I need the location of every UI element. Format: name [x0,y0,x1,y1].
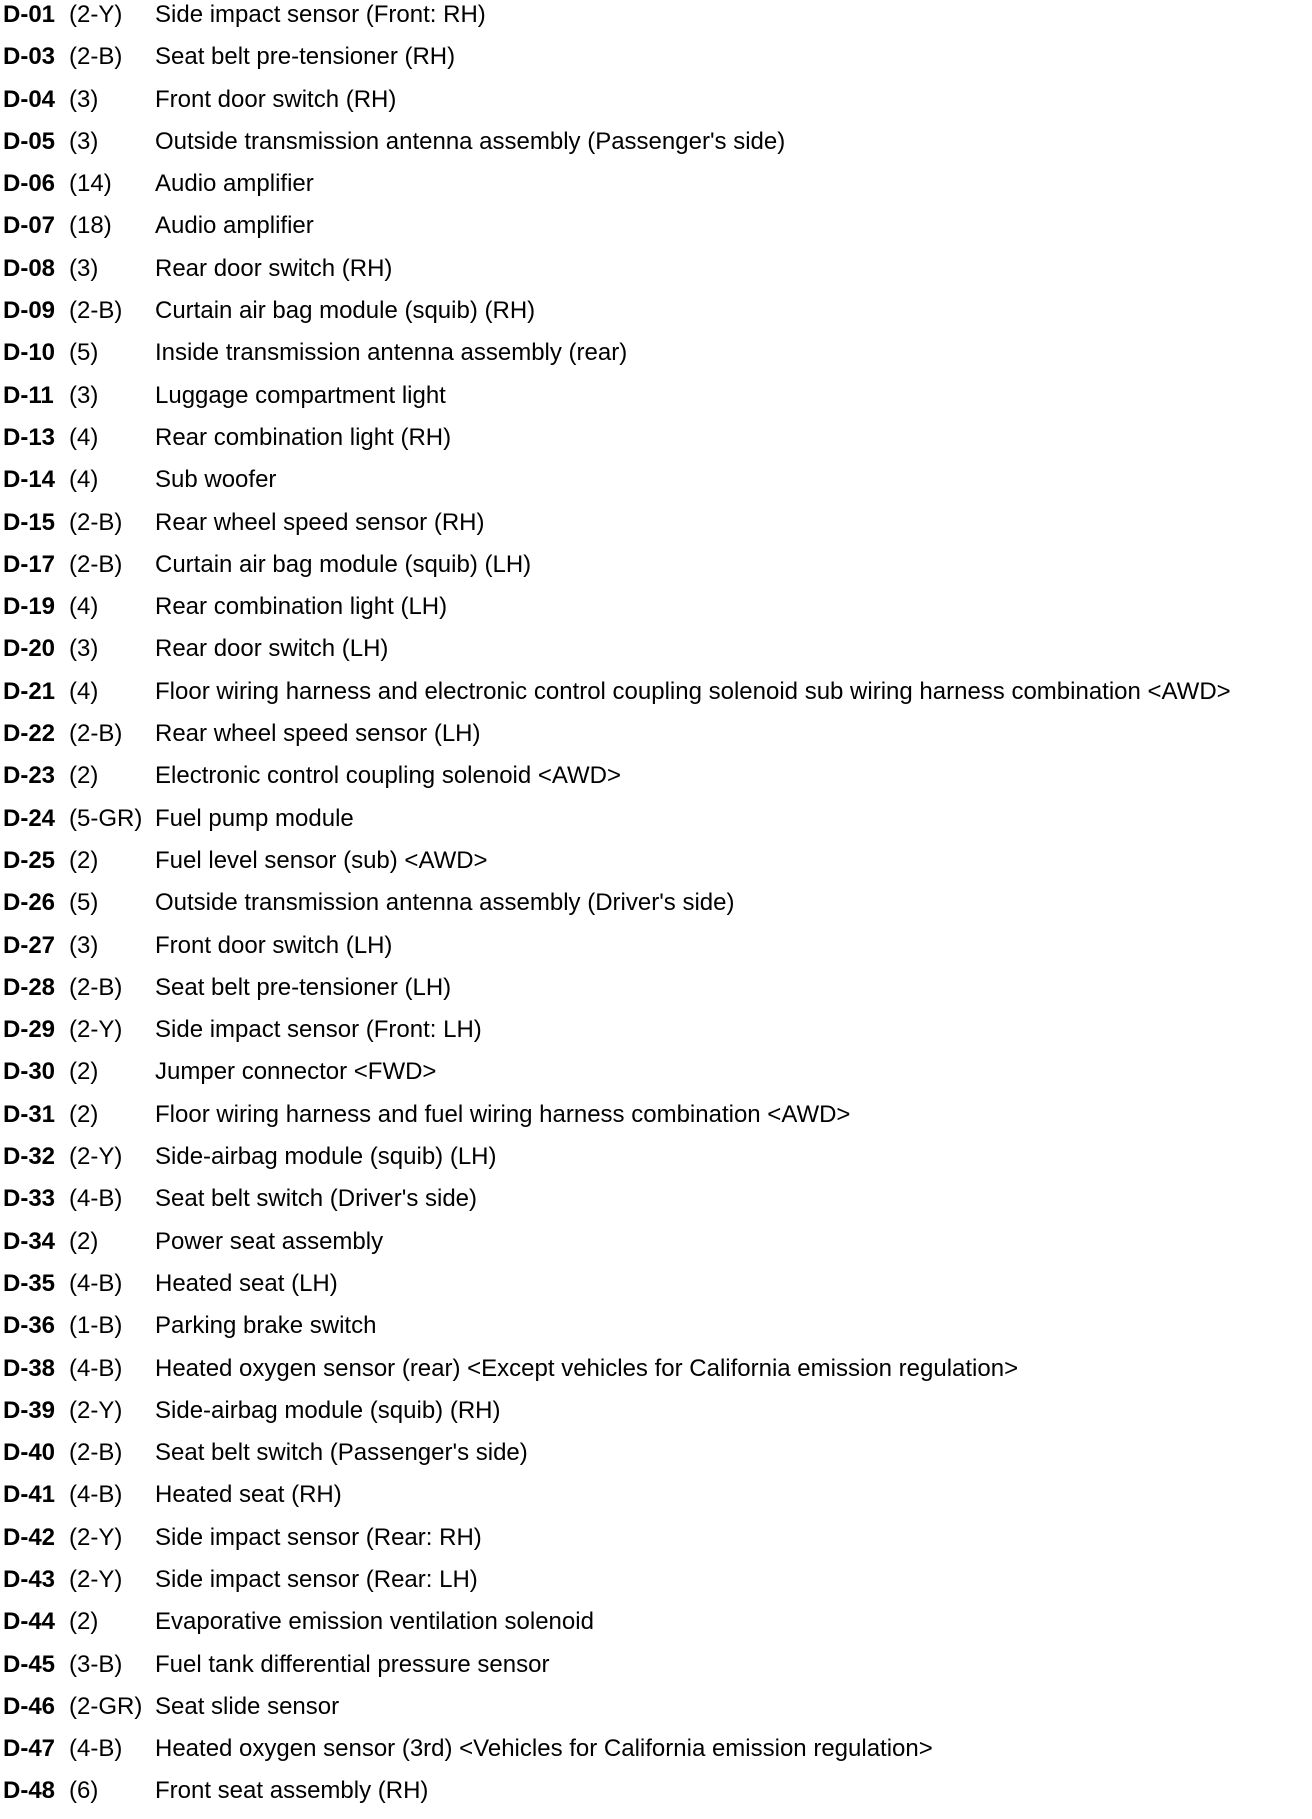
connector-code: D-26 [3,889,56,917]
connector-pins: (2-Y) [69,1,123,28]
connector-code: D-38 [3,1354,56,1382]
connector-description: Fuel pump module [155,804,354,832]
connector-code: D-41 [3,1481,56,1509]
connector-pins: (5-GR) [69,804,143,832]
connector-pins: (2-Y) [69,1396,123,1424]
connector-description: Power seat assembly [155,1227,384,1255]
connector-description: Curtain air bag module (squib) (LH) [155,550,532,578]
connector-pins: (2-Y) [69,1016,123,1044]
connector-pins: (4) [69,466,99,494]
connector-pins: (18) [69,212,112,240]
connector-description: Side-airbag module (squib) (LH) [155,1143,497,1171]
connector-pins: (4-B) [69,1354,123,1382]
connector-pins: (2) [69,1058,99,1086]
connector-code: D-03 [3,43,56,71]
connector-pins: (2) [69,846,99,874]
connector-pins: (1-B) [69,1312,123,1340]
connector-pins: (2) [69,762,99,790]
connector-code: D-10 [3,339,56,367]
connector-description: Rear wheel speed sensor (RH) [155,508,485,536]
connector-code: D-40 [3,1439,56,1467]
connector-pins: (3) [69,381,99,409]
connector-description: Floor wiring harness and fuel wiring harness combination <AWD> [155,1100,851,1128]
connector-description: Fuel level sensor (sub) <AWD> [155,846,488,874]
connector-description: Seat slide sensor [155,1692,340,1720]
connector-code: D-35 [3,1269,56,1297]
connector-pins: (4-B) [69,1481,123,1509]
connector-description: Rear door switch (LH) [155,635,389,663]
connector-description: Jumper connector <FWD> [155,1058,437,1086]
connector-description: Side-airbag module (squib) (RH) [155,1396,501,1424]
connector-code: D-42 [3,1523,56,1551]
connector-pins: (2-B) [69,508,123,536]
connector-pins: (3) [69,85,99,113]
connector-description: Rear wheel speed sensor (LH) [155,720,481,748]
connector-code: D-43 [3,1565,56,1593]
connector-pins: (5) [69,889,99,917]
connector-description: Side impact sensor (Rear: LH) [155,1565,478,1593]
connector-pins: (4) [69,677,99,705]
connector-description: Heated oxygen sensor (rear) <Except vehicles for California emission regulation> [155,1354,1019,1382]
connector-pins: (2-GR) [69,1692,143,1720]
connector-description: Side impact sensor (Front: LH) [155,1016,482,1044]
connector-pins: (2-B) [69,720,123,748]
connector-pins: (5) [69,339,99,367]
connector-pins: (2) [69,1227,99,1255]
connector-pins: (2) [69,1100,99,1128]
connector-description: Luggage compartment light [155,381,446,409]
connector-code: D-06 [3,170,56,198]
connector-code: D-21 [3,677,56,705]
connector-code: D-29 [3,1016,56,1044]
connector-pins: (2-B) [69,1439,123,1467]
connector-code: D-27 [3,931,56,959]
connector-code: D-32 [3,1143,56,1171]
connector-pins: (4-B) [69,1185,123,1213]
connector-pins: (4-B) [69,1735,123,1763]
connector-code: D-36 [3,1312,56,1340]
connector-code: D-31 [3,1100,56,1128]
connector-pins: (3) [69,931,99,959]
connector-description: Seat belt switch (Passenger's side) [155,1439,528,1467]
connector-description: Evaporative emission ventilation solenoid [155,1608,594,1636]
connector-description: Seat belt pre-tensioner (RH) [155,43,456,71]
connector-description: Rear combination light (LH) [155,593,448,621]
connector-pins: (4) [69,593,99,621]
connector-pins: (14) [69,170,112,198]
connector-description: Audio amplifier [155,212,314,240]
connector-description: Outside transmission antenna assembly (Passenger's side) [155,127,786,155]
connector-code: D-19 [3,593,56,621]
connector-pins: (4-B) [69,1269,123,1297]
connector-description: Parking brake switch [155,1312,377,1340]
connector-code: D-20 [3,635,56,663]
connector-pins: (2) [69,1608,99,1636]
connector-code: D-17 [3,550,56,578]
connector-code: D-47 [3,1735,56,1763]
connector-code: D-01 [3,1,56,28]
connector-code: D-39 [3,1396,56,1424]
connector-description: Outside transmission antenna assembly (Driver's side) [155,889,735,917]
connector-code: D-15 [3,508,56,536]
connector-description: Floor wiring harness and electronic control coupling solenoid sub wiring harness combination <AWD> [155,677,1231,705]
connector-pins: (2-B) [69,297,123,325]
connector-code: D-24 [3,804,56,832]
connector-pins: (3-B) [69,1650,123,1678]
connector-pins: (2-Y) [69,1523,123,1551]
connector-description: Heated seat (LH) [155,1269,338,1297]
connector-code: D-23 [3,762,56,790]
connector-code: D-11 [3,381,54,409]
connector-description: Front door switch (RH) [155,85,397,113]
connector-code: D-07 [3,212,56,240]
connector-code: D-48 [3,1777,56,1805]
connector-description: Heated seat (RH) [155,1481,342,1509]
connector-description: Rear combination light (RH) [155,423,452,451]
connector-code: D-33 [3,1185,56,1213]
connector-description: Heated oxygen sensor (3rd) <Vehicles for California emission regulation> [155,1735,933,1763]
connector-pins: (2-B) [69,550,123,578]
connector-code: D-28 [3,973,56,1001]
connector-code: D-30 [3,1058,56,1086]
connector-description: Rear door switch (RH) [155,254,393,282]
connector-code: D-05 [3,127,56,155]
connector-pins: (3) [69,254,99,282]
connector-code: D-44 [3,1608,56,1636]
connector-description: Seat belt pre-tensioner (LH) [155,973,452,1001]
connector-pins: (4) [69,423,99,451]
connector-code: D-22 [3,720,56,748]
connector-description: Seat belt switch (Driver's side) [155,1185,478,1213]
connector-pins: (2-B) [69,973,123,1001]
connector-description: Side impact sensor (Front: RH) [155,1,486,28]
connector-description: Fuel tank differential pressure sensor [155,1650,550,1678]
connector-code: D-34 [3,1227,56,1255]
connector-code: D-45 [3,1650,56,1678]
connector-code: D-08 [3,254,56,282]
connector-pins: (3) [69,635,99,663]
connector-code: D-14 [3,466,56,494]
connector-code: D-04 [3,85,56,113]
connector-description: Front door switch (LH) [155,931,393,959]
connector-pins: (2-Y) [69,1565,123,1593]
connector-description: Front seat assembly (RH) [155,1777,429,1805]
connector-code: D-09 [3,297,56,325]
connector-description: Side impact sensor (Rear: RH) [155,1523,482,1551]
connector-pins: (2-Y) [69,1143,123,1171]
connector-pins: (2-B) [69,43,123,71]
connector-pins: (3) [69,127,99,155]
connector-code: D-13 [3,423,56,451]
connector-description: Inside transmission antenna assembly (rear) [155,339,628,367]
connector-description: Audio amplifier [155,170,314,198]
connector-code: D-25 [3,846,56,874]
connector-pins: (6) [69,1777,99,1805]
connector-description: Electronic control coupling solenoid <AWD> [155,762,622,790]
connector-description: Curtain air bag module (squib) (RH) [155,297,536,325]
connector-description: Sub woofer [155,466,277,494]
connector-code: D-46 [3,1692,56,1720]
